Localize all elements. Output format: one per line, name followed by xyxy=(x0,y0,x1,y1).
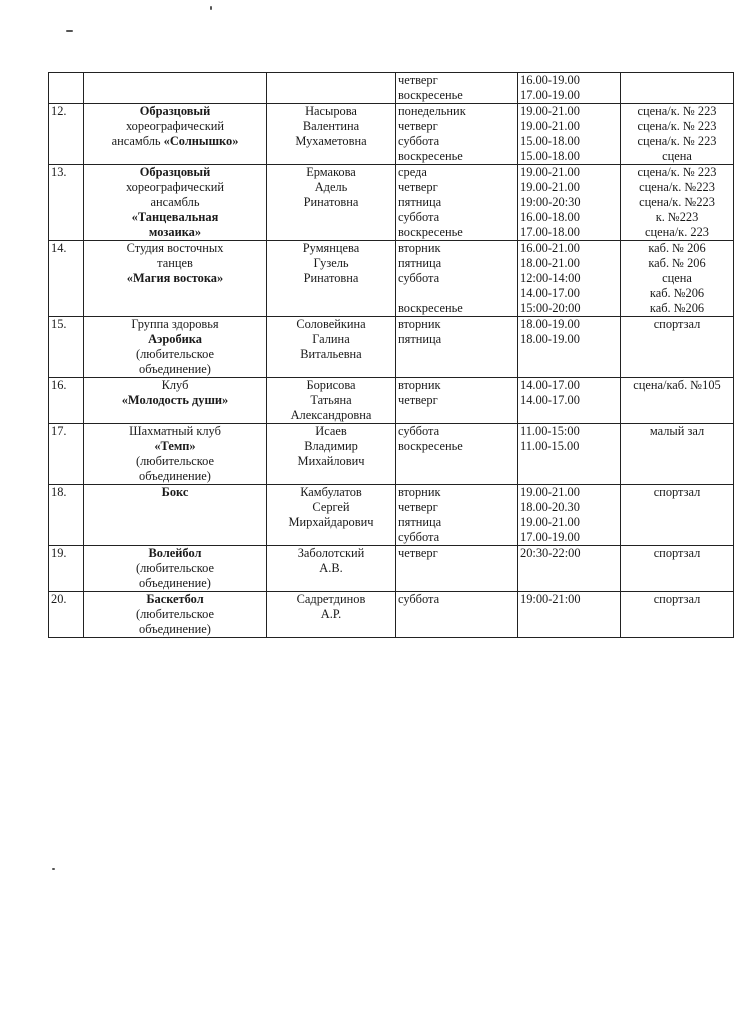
leader-name-line: Гузель xyxy=(313,256,349,270)
days-cell xyxy=(396,485,518,546)
leader-cell xyxy=(267,317,396,378)
times-cell xyxy=(518,546,621,592)
time-range: 16.00-19.00 xyxy=(520,73,580,87)
location: сцена/к. № 223 xyxy=(637,134,717,148)
time-range: 12:00-14:00 xyxy=(520,271,581,285)
row-number xyxy=(51,73,81,88)
time-range: 17.00-18.00 xyxy=(520,225,580,239)
table-row xyxy=(49,424,734,485)
group-name-cell xyxy=(84,378,267,424)
group-name-line: Волейбол xyxy=(148,546,202,560)
times-cell xyxy=(518,424,621,485)
table-row xyxy=(49,317,734,378)
day-of-week: вторник xyxy=(398,241,441,255)
group-name-line: танцев xyxy=(157,256,193,270)
times-cell xyxy=(518,241,621,317)
times-cell xyxy=(518,104,621,165)
row-number: 12. xyxy=(51,104,67,118)
time-range: 15.00-18.00 xyxy=(520,134,580,148)
location: сцена/к. №223 xyxy=(639,195,715,209)
leader-name-line: Ермакова xyxy=(306,165,356,179)
group-name-line: ансамбль xyxy=(150,195,200,209)
day-of-week: воскресенье xyxy=(398,149,463,163)
time-range: 14.00-17.00 xyxy=(520,393,580,407)
group-name-line: Студия восточных xyxy=(126,241,224,255)
location-cell xyxy=(621,104,734,165)
times-cell xyxy=(518,73,621,104)
location: сцена/к. №223 xyxy=(639,180,715,194)
table-row xyxy=(49,241,734,317)
days-cell xyxy=(396,317,518,378)
leader-name-line: Исаев xyxy=(315,424,347,438)
leader-cell xyxy=(267,378,396,424)
group-name-line: «Молодость души» xyxy=(121,393,229,407)
day-of-week: четверг xyxy=(398,546,438,560)
location: сцена/каб. №105 xyxy=(633,378,721,392)
group-name-line: мозаика» xyxy=(148,225,202,239)
group-name-line: объединение) xyxy=(139,362,211,376)
leader-name-line: Сергей xyxy=(312,500,350,514)
leader-name-line: Борисова xyxy=(306,378,356,392)
leader-name-line: Ринатовна xyxy=(303,195,359,209)
time-range: 11.00-15:00 xyxy=(520,424,580,438)
leader-name-line: Валентина xyxy=(302,119,360,133)
time-range: 19.00-21.00 xyxy=(520,119,580,133)
row-number-cell xyxy=(49,165,84,241)
time-range: 19.00-21.00 xyxy=(520,485,580,499)
location: каб. № 206 xyxy=(648,241,706,255)
location: сцена xyxy=(662,149,692,163)
row-number: 18. xyxy=(51,485,67,499)
row-number: 13. xyxy=(51,165,67,179)
group-name-line: ансамбль «Солнышко» xyxy=(111,134,239,148)
time-range: 19:00-21:00 xyxy=(520,592,581,606)
location: сцена xyxy=(662,271,692,285)
time-range: 14.00-17.00 xyxy=(520,286,580,300)
time-range: 18.00-19.00 xyxy=(520,317,580,331)
group-name-line: «Темп» xyxy=(154,439,196,453)
location-cell xyxy=(621,424,734,485)
day-of-week: суббота xyxy=(398,592,440,606)
time-range: 11.00-15.00 xyxy=(520,439,580,453)
time-range: 19.00-21.00 xyxy=(520,165,580,179)
leader-name-line: А.Р. xyxy=(320,607,342,621)
group-name-line: (любительское xyxy=(136,454,214,468)
scan-speck xyxy=(52,868,55,870)
leader-name-line: Мирхайдарович xyxy=(288,515,374,529)
group-name-line: хореографический xyxy=(125,119,225,133)
day-of-week: суббота xyxy=(398,210,440,224)
day-of-week: четверг xyxy=(398,180,438,194)
row-number: 17. xyxy=(51,424,67,438)
location: спортзал xyxy=(653,317,701,331)
day-of-week: суббота xyxy=(398,134,440,148)
leader-cell xyxy=(267,73,396,104)
row-number: 19. xyxy=(51,546,67,560)
time-range: 19.00-21.00 xyxy=(520,180,580,194)
group-name-line: Образцовый xyxy=(139,104,211,118)
location: сцена/к. № 223 xyxy=(637,104,717,118)
leader-name-line: Адель xyxy=(314,180,348,194)
day-of-week: воскресенье xyxy=(398,225,463,239)
day-of-week: вторник xyxy=(398,378,441,392)
days-cell xyxy=(396,592,518,638)
time-range: 20:30-22:00 xyxy=(520,546,581,560)
group-name-line: (любительское xyxy=(136,561,214,575)
group-name-line: Группа здоровья xyxy=(131,317,219,331)
group-name-line: Баскетбол xyxy=(146,592,204,606)
row-number-cell xyxy=(49,378,84,424)
leader-name-line: Соловейкина xyxy=(296,317,366,331)
leader-name-line: Витальевна xyxy=(300,347,362,361)
days-cell xyxy=(396,73,518,104)
group-name-line: (любительское xyxy=(136,347,214,361)
day-of-week: пятница xyxy=(398,332,442,346)
group-name-line: объединение) xyxy=(139,576,211,590)
row-number-cell xyxy=(49,485,84,546)
days-cell xyxy=(396,241,518,317)
row-number-cell xyxy=(49,424,84,485)
location: сцена/к. 223 xyxy=(644,225,709,239)
leader-cell xyxy=(267,546,396,592)
group-name-cell xyxy=(84,165,267,241)
day-of-week: пятница xyxy=(398,256,442,270)
location: сцена/к. № 223 xyxy=(637,165,717,179)
leader-name-line: Румянцева xyxy=(302,241,360,255)
day-of-week: суббота xyxy=(398,424,440,438)
group-name-cell xyxy=(84,104,267,165)
group-name-line: объединение) xyxy=(139,469,211,483)
times-cell xyxy=(518,485,621,546)
leader-cell xyxy=(267,485,396,546)
day-of-week: вторник xyxy=(398,485,441,499)
days-cell xyxy=(396,165,518,241)
time-range: 16.00-21.00 xyxy=(520,241,580,255)
leader-name-line: Михайлович xyxy=(297,454,365,468)
row-number: 14. xyxy=(51,241,67,255)
table-row xyxy=(49,104,734,165)
time-range: 19.00-21.00 xyxy=(520,104,580,118)
day-of-week: воскресенье xyxy=(398,301,463,315)
row-number-cell xyxy=(49,73,84,104)
time-range: 17.00-19.00 xyxy=(520,530,580,544)
leader-name-line: Насырова xyxy=(305,104,357,118)
leader-name-line: Мухаметовна xyxy=(295,134,367,148)
group-name-line: «Танцевальная xyxy=(131,210,219,224)
days-cell xyxy=(396,104,518,165)
days-cell xyxy=(396,546,518,592)
leader-name-line: Ринатовна xyxy=(303,271,359,285)
location: спортзал xyxy=(653,592,701,606)
location: сцена/к. № 223 xyxy=(637,119,717,133)
table-row xyxy=(49,546,734,592)
row-number-cell xyxy=(49,546,84,592)
times-cell xyxy=(518,592,621,638)
group-name-line: Аэробика xyxy=(148,332,202,346)
group-name-cell xyxy=(84,592,267,638)
group-name-line: Клуб xyxy=(161,378,189,392)
location: каб. № 206 xyxy=(648,256,706,270)
group-name-cell xyxy=(84,424,267,485)
location-cell xyxy=(621,378,734,424)
day-of-week: четверг xyxy=(398,119,438,133)
leader-name-line: Камбулатов xyxy=(300,485,362,499)
leader-name-line: Александровна xyxy=(290,408,372,422)
leader-cell xyxy=(267,424,396,485)
group-name-line: «Магия востока» xyxy=(126,271,224,285)
group-name-cell xyxy=(84,546,267,592)
days-cell xyxy=(396,424,518,485)
leader-name-line: Галина xyxy=(312,332,350,346)
schedule-table-body xyxy=(49,73,734,638)
day-of-week: четверг xyxy=(398,500,438,514)
location: каб. №206 xyxy=(649,301,705,315)
location-cell xyxy=(621,592,734,638)
leader-cell xyxy=(267,241,396,317)
time-range: 19.00-21.00 xyxy=(520,515,580,529)
leader-name-line: Татьяна xyxy=(310,393,352,407)
scan-speck xyxy=(66,30,73,32)
location: малый зал xyxy=(649,424,705,438)
location: спортзал xyxy=(653,546,701,560)
location-cell xyxy=(621,485,734,546)
days-cell xyxy=(396,378,518,424)
location-cell xyxy=(621,165,734,241)
day-of-week: воскресенье xyxy=(398,88,463,102)
location-cell xyxy=(621,546,734,592)
times-cell xyxy=(518,165,621,241)
time-range: 18.00-20.30 xyxy=(520,500,580,514)
group-name-line: хореографический xyxy=(125,180,225,194)
table-row xyxy=(49,592,734,638)
location-cell xyxy=(621,73,734,104)
times-cell xyxy=(518,317,621,378)
row-number-cell xyxy=(49,241,84,317)
group-name-cell xyxy=(84,241,267,317)
row-number-cell xyxy=(49,592,84,638)
day-of-week: среда xyxy=(398,165,427,179)
day-of-week: вторник xyxy=(398,317,441,331)
day-of-week: пятница xyxy=(398,515,442,529)
day-of-week: суббота xyxy=(398,530,440,544)
time-range: 15.00-18.00 xyxy=(520,149,580,163)
leader-name-line: Владимир xyxy=(304,439,358,453)
leader-cell xyxy=(267,592,396,638)
row-number-cell xyxy=(49,317,84,378)
scan-speck xyxy=(210,6,212,10)
location: каб. №206 xyxy=(649,286,705,300)
schedule-table xyxy=(48,72,734,638)
group-name-cell xyxy=(84,317,267,378)
leader-cell xyxy=(267,165,396,241)
leader-name-line: А.В. xyxy=(319,561,343,575)
location-cell xyxy=(621,241,734,317)
table-row xyxy=(49,378,734,424)
day-of-week: четверг xyxy=(398,393,438,407)
location-cell xyxy=(621,317,734,378)
group-name-line: Шахматный клуб xyxy=(129,424,221,438)
table-row xyxy=(49,73,734,104)
time-range: 14.00-17.00 xyxy=(520,378,580,392)
row-number-cell xyxy=(49,104,84,165)
location: к. №223 xyxy=(655,210,699,224)
day-of-week: суббота xyxy=(398,271,440,285)
group-name-cell xyxy=(84,485,267,546)
table-row xyxy=(49,485,734,546)
row-number: 15. xyxy=(51,317,67,331)
time-range: 15:00-20:00 xyxy=(520,301,581,315)
group-name-line: объединение) xyxy=(139,622,211,636)
table-row xyxy=(49,165,734,241)
times-cell xyxy=(518,378,621,424)
day-of-week xyxy=(398,286,515,301)
time-range: 17.00-19.00 xyxy=(520,88,580,102)
group-name-line: Бокс xyxy=(161,485,189,499)
day-of-week: пятница xyxy=(398,195,442,209)
group-name-cell xyxy=(84,73,267,104)
group-name-line: Образцовый xyxy=(139,165,211,179)
group-name-line: (любительское xyxy=(136,607,214,621)
time-range: 16.00-18.00 xyxy=(520,210,580,224)
row-number: 20. xyxy=(51,592,67,606)
row-number: 16. xyxy=(51,378,67,392)
leader-cell xyxy=(267,104,396,165)
day-of-week: воскресенье xyxy=(398,439,463,453)
day-of-week: понедельник xyxy=(398,104,466,118)
location: спортзал xyxy=(653,485,701,499)
time-range: 18.00-21.00 xyxy=(520,256,580,270)
time-range: 19:00-20:30 xyxy=(520,195,581,209)
leader-name-line: Садретдинов xyxy=(296,592,366,606)
time-range: 18.00-19.00 xyxy=(520,332,580,346)
day-of-week: четверг xyxy=(398,73,438,87)
leader-name-line: Заболотский xyxy=(297,546,365,560)
